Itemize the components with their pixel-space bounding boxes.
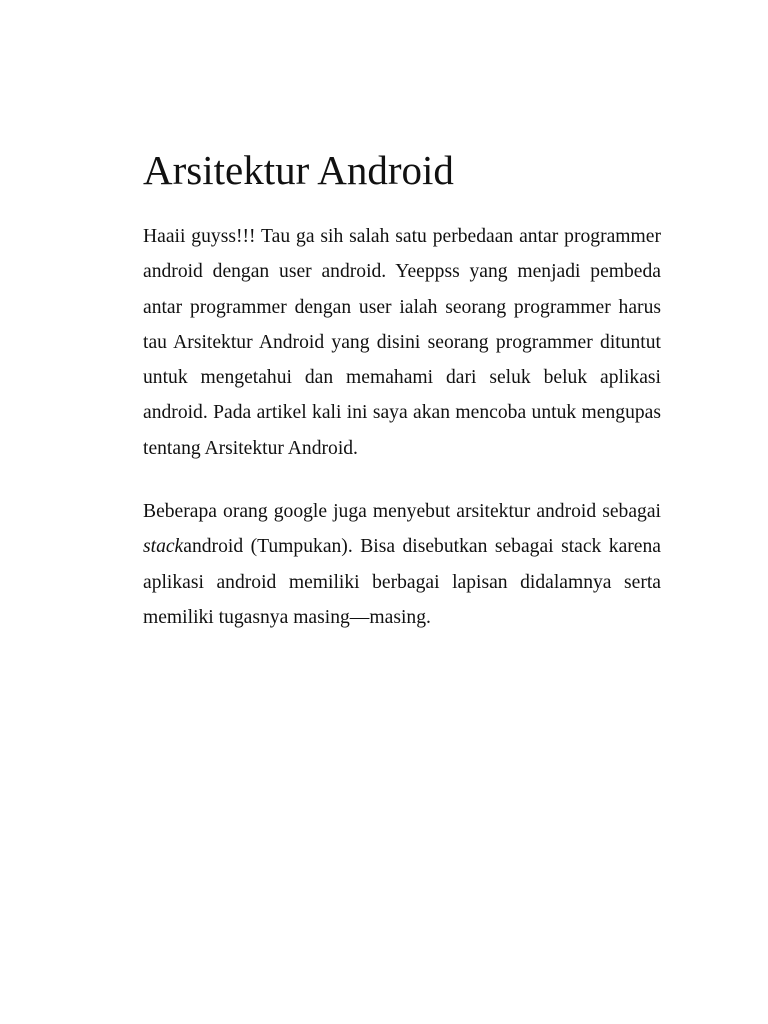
paragraph-stack-text-end: android (Tumpukan). Bisa disebutkan sebagai stack karena aplikasi android memiliki berbagai lapisan didalamnya serta memiliki tugasnya masing—masing. [143, 536, 661, 628]
document-page [143, 142, 661, 663]
paragraph-stack [143, 494, 661, 635]
page-title: Arsitektur Android [143, 147, 454, 193]
paragraph-stack-emphasis: stack [143, 536, 184, 558]
paragraph-stack-text-start: Beberapa orang google juga menyebut arsitektur android sebagai [143, 501, 661, 523]
paragraph-intro: Haaii guyss!!! Tau ga sih salah satu perbedaan antar programmer android dengan user android. Yeeppss yang menjadi pembeda antar programmer dengan user ialah seorang programmer harus tau Arsitektur Android yang disini seorang programmer dituntut untuk mengetahui dan memahami dari seluk beluk aplikasi android. Pada artikel kali ini saya akan mencoba untuk mengupas tentang Arsitektur Android. [143, 226, 661, 459]
